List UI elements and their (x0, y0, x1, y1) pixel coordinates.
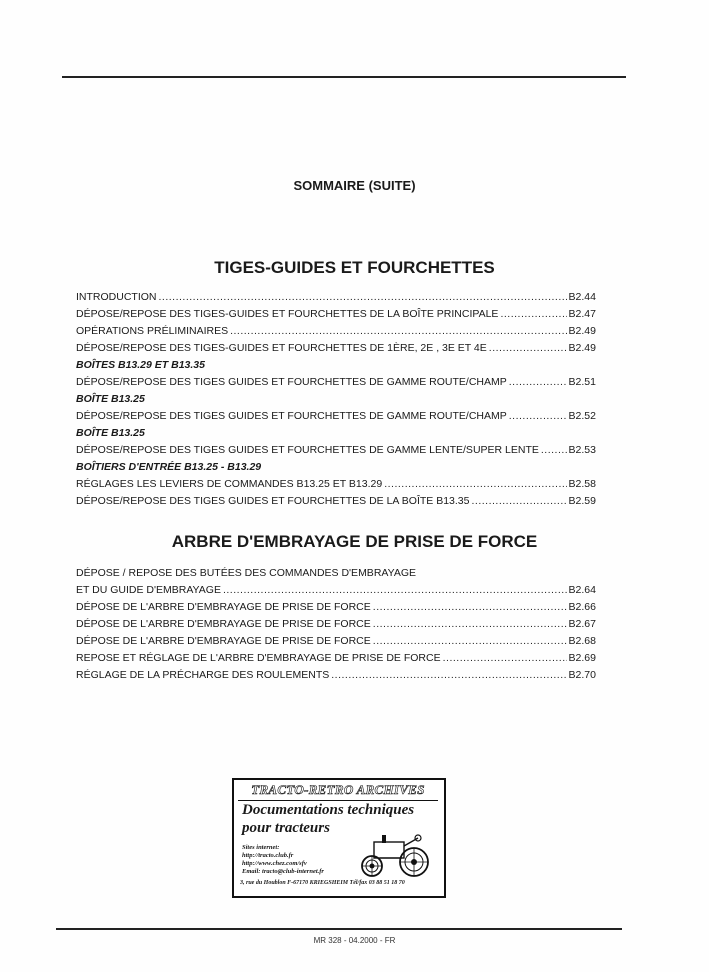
stamp-sites-label: Sites internet: (242, 844, 280, 851)
toc-entry (76, 391, 596, 408)
page-footer: MR 328 - 04.2000 - FR (313, 936, 396, 945)
toc-leader-dots (223, 582, 567, 599)
toc-leader-dots (373, 616, 567, 633)
toc-entry (76, 306, 596, 323)
toc-entry-title: BOÎTIERS D'ENTRÉE B13.25 - B13.29 (76, 461, 262, 473)
toc-entry (76, 357, 596, 374)
toc-entry-title: DÉPOSE DE L'ARBRE D'EMBRAYAGE DE PRISE DE FORCE (76, 618, 371, 630)
stamp-email: Email: tracto@club-internet.fr (242, 868, 324, 875)
toc-entry-title: BOÎTES B13.29 ET B13.35 (76, 359, 205, 371)
toc-leader-dots (509, 374, 567, 391)
toc-leader-dots (443, 650, 567, 667)
stamp-brand: TRACTO-RETRO ARCHIVES (238, 782, 438, 801)
section-title-tiges-guides: TIGES-GUIDES ET FOURCHETTES (214, 258, 495, 277)
toc-list-section2 (76, 565, 596, 684)
toc-entry-title: DÉPOSE/REPOSE DES TIGES-GUIDES ET FOURCHETTES DE 1ÈRE, 2E , 3E ET 4E (76, 342, 487, 354)
toc-list-section1 (76, 289, 596, 510)
tractor-icon (356, 832, 436, 878)
toc-entry-page: B2.49 (568, 325, 596, 337)
stamp-address: 3, rue du Houblon F-67170 KRIEGSHEIM Tél/fax 03 88 51 18 70 (240, 880, 405, 886)
toc-entry-title: DÉPOSE/REPOSE DES TIGES GUIDES ET FOURCHETTES DE GAMME ROUTE/CHAMP (76, 410, 507, 422)
toc-entry-page: B2.66 (568, 601, 596, 613)
toc-leader-dots (541, 442, 567, 459)
toc-leader-dots (384, 476, 566, 493)
toc-leader-dots (373, 599, 567, 616)
stamp-line-1: Documentations techniques (242, 802, 415, 818)
toc-entry-page: B2.64 (568, 584, 596, 596)
toc-entry (76, 493, 596, 510)
toc-entry (76, 289, 596, 306)
section-title-arbre-embrayage: ARBRE D'EMBRAYAGE DE PRISE DE FORCE (171, 532, 538, 551)
toc-entry (76, 408, 596, 425)
toc-leader-dots (331, 667, 566, 684)
toc-entry-page: B2.49 (568, 342, 596, 354)
toc-entry-title: RÉGLAGE DE LA PRÉCHARGE DES ROULEMENTS (76, 669, 330, 681)
top-rule (62, 76, 626, 78)
toc-entry (76, 650, 596, 667)
toc-leader-dots (471, 493, 566, 510)
toc-entry-page: B2.44 (568, 291, 596, 303)
stamp-site-2: http://www.chez.com/sfv (242, 860, 307, 867)
toc-entry-page: B2.58 (568, 478, 596, 490)
toc-entry (76, 442, 596, 459)
stamp-site-1: http://tracto.club.fr (242, 852, 294, 859)
toc-entry-title: DÉPOSE DE L'ARBRE D'EMBRAYAGE DE PRISE DE FORCE (76, 601, 371, 613)
toc-entry (76, 582, 596, 599)
toc-entry-title: DÉPOSE/REPOSE DES TIGES GUIDES ET FOURCHETTES DE GAMME LENTE/SUPER LENTE (76, 444, 539, 456)
page-subtitle: SOMMAIRE (SUITE) (293, 178, 416, 193)
toc-leader-dots (230, 323, 566, 340)
toc-leader-dots (509, 408, 567, 425)
toc-entry-page: B2.59 (568, 495, 596, 507)
toc-entry-title: DÉPOSE DE L'ARBRE D'EMBRAYAGE DE PRISE DE FORCE (76, 635, 371, 647)
toc-leader-dots (489, 340, 567, 357)
toc-entry-page: B2.70 (568, 669, 596, 681)
toc-entry-page: B2.67 (568, 618, 596, 630)
toc-entry-page: B2.51 (568, 376, 596, 388)
toc-entry-page: B2.52 (568, 410, 596, 422)
toc-entry (76, 633, 596, 650)
toc-entry (76, 565, 596, 582)
toc-entry-title: DÉPOSE/REPOSE DES TIGES GUIDES ET FOURCHETTES DE LA BOÎTE B13.35 (76, 495, 470, 507)
toc-entry (76, 616, 596, 633)
toc-entry (76, 459, 596, 476)
bottom-rule (56, 928, 622, 930)
toc-entry-title: RÉGLAGES LES LEVIERS DE COMMANDES B13.25 ET B13.29 (76, 478, 383, 490)
toc-entry-title: ET DU GUIDE D'EMBRAYAGE (76, 584, 221, 596)
toc-entry (76, 323, 596, 340)
toc-entry-title: REPOSE ET RÉGLAGE DE L'ARBRE D'EMBRAYAGE DE PRISE DE FORCE (76, 652, 441, 664)
toc-entry-page: B2.69 (568, 652, 596, 664)
toc-leader-dots (373, 633, 567, 650)
toc-entry (76, 340, 596, 357)
toc-entry (76, 374, 596, 391)
archive-stamp (232, 778, 446, 898)
toc-entry-title: BOÎTE B13.25 (76, 427, 145, 439)
toc-entry (76, 599, 596, 616)
stamp-line-2: pour tracteurs (242, 820, 330, 836)
toc-entry-title: DÉPOSE/REPOSE DES TIGES GUIDES ET FOURCHETTES DE GAMME ROUTE/CHAMP (76, 376, 507, 388)
toc-entry-title: INTRODUCTION (76, 291, 157, 303)
toc-entry-page: B2.68 (568, 635, 596, 647)
toc-entry (76, 425, 596, 442)
toc-leader-dots (159, 289, 567, 306)
toc-leader-dots (500, 306, 566, 323)
toc-entry-page: B2.53 (568, 444, 596, 456)
toc-entry-title: DÉPOSE/REPOSE DES TIGES-GUIDES ET FOURCHETTES DE LA BOÎTE PRINCIPALE (76, 308, 499, 320)
toc-entry (76, 667, 596, 684)
toc-entry-title: BOÎTE B13.25 (76, 393, 145, 405)
toc-entry (76, 476, 596, 493)
toc-entry-title: DÉPOSE / REPOSE DES BUTÉES DES COMMANDES D'EMBRAYAGE (76, 567, 417, 579)
toc-entry-page: B2.47 (568, 308, 596, 320)
toc-entry-title: OPÉRATIONS PRÉLIMINAIRES (76, 325, 229, 337)
